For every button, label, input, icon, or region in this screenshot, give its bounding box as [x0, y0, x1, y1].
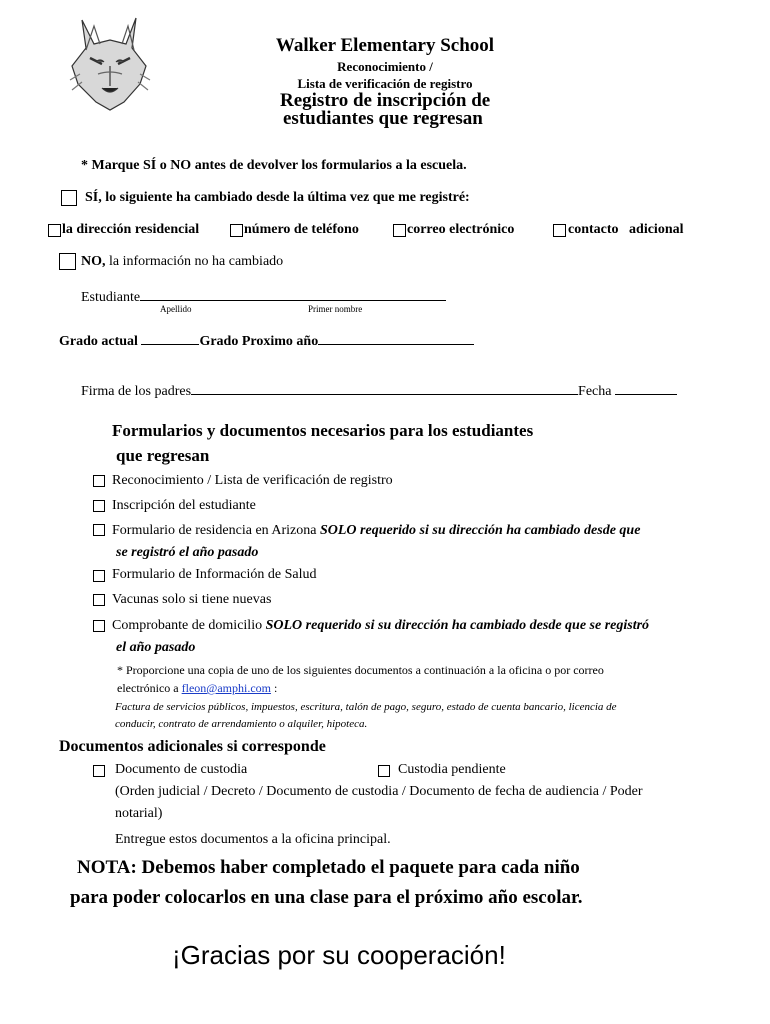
forms-title-2: que regresan [116, 446, 210, 465]
yes-label: SÍ, lo siguiente ha cambiado desde la última vez que me registré: [85, 190, 470, 205]
custody-label: Documento de custodia [115, 762, 248, 777]
additional-desc-1: (Orden judicial / Decreto / Documento de custodia / Documento de fecha de audiencia / Poder [115, 784, 643, 799]
change-email-label: correo electrónico [407, 222, 515, 237]
change-contact-checkbox[interactable] [553, 224, 566, 237]
student-field[interactable] [81, 286, 446, 306]
proof-note-2-pre: electrónico a [117, 681, 182, 695]
proof-list-1: Factura de servicios públicos, impuestos, escritura, talón de pago, seguro, estado de cuenta bancario, licencia de [115, 701, 617, 713]
form-checkbox-4[interactable] [93, 570, 105, 582]
form-title-1: Registro de inscripción de [280, 90, 491, 111]
student-label: Estudiante [81, 290, 141, 305]
form-item-6-text: Comprobante de domicilio [112, 618, 266, 633]
form-item-3 [112, 523, 640, 539]
pending-label: Custodia pendiente [398, 762, 506, 777]
proof-note-2 [117, 681, 277, 696]
additional-desc-2: notarial) [115, 806, 163, 821]
note-line-1: NOTA: Debemos haber completado el paquete para cada niño [77, 857, 580, 878]
school-name: Walker Elementary School [275, 35, 495, 56]
change-email-checkbox[interactable] [393, 224, 406, 237]
form-checkbox-5[interactable] [93, 594, 105, 606]
email-link[interactable]: fleon@amphi.com [181, 681, 272, 695]
change-address-label: la dirección residencial [62, 222, 200, 237]
form-checkbox-1[interactable] [93, 475, 105, 487]
thanks-text: ¡Gracias por su cooperación! [172, 940, 506, 970]
form-checkbox-3[interactable] [93, 524, 105, 536]
additional-title: Documentos adicionales si corresponde [59, 738, 326, 755]
date-label: Fecha [578, 384, 612, 399]
instruction-text: * Marque SÍ o NO antes de devolver los formularios a la escuela. [81, 158, 467, 173]
form-item-6-note-cont: el año pasado [116, 640, 196, 655]
grade-row[interactable] [59, 330, 474, 350]
no-checkbox[interactable] [59, 253, 76, 270]
pending-checkbox[interactable] [378, 765, 390, 777]
no-label [81, 254, 283, 270]
form-item-6 [112, 618, 649, 634]
proof-list-2: conducir, contrato de arrendamiento o alquiler, hipoteca. [115, 718, 368, 730]
form-item-3-note: SOLO requerido si su dirección ha cambiado desde que [319, 523, 641, 538]
deliver-text: Entregue estos documentos a la oficina principal. [115, 832, 391, 847]
form-item-4: Formulario de Información de Salud [112, 567, 317, 582]
form-item-1: Reconocimiento / Lista de verificación de registro [112, 473, 393, 488]
form-item-6-note: SOLO requerido si su dirección ha cambiado desde que se registró [265, 618, 650, 633]
form-item-5: Vacunas solo si tiene nuevas [112, 592, 272, 607]
next-grade-label: Grado Proximo año [199, 334, 319, 349]
change-phone-label: número de teléfono [244, 222, 359, 237]
proof-note-2-post: : [271, 681, 278, 695]
signature-row[interactable] [81, 380, 677, 400]
change-contact-label: contacto adicional [568, 222, 684, 237]
header-line1: Reconocimiento / [337, 59, 433, 74]
no-label-text: la información no ha cambiado [105, 254, 284, 269]
signature-label: Firma de los padres [81, 384, 192, 399]
no-label-bold: NO, [81, 254, 106, 269]
form-item-3-note-cont: se registró el año pasado [116, 545, 259, 560]
current-grade-label: Grado actual [59, 334, 138, 349]
forms-title-1: Formularios y documentos necesarios para los estudiantes [112, 421, 534, 440]
first-name-caption: Primer nombre [308, 304, 363, 314]
form-checkbox-2[interactable] [93, 500, 105, 512]
form-item-3-text: Formulario de residencia en Arizona [112, 523, 320, 538]
change-phone-checkbox[interactable] [230, 224, 243, 237]
note-line-2: para poder colocarlos en una clase para el próximo año escolar. [70, 887, 583, 908]
change-address-checkbox[interactable] [48, 224, 61, 237]
header-line2: Lista de verificación de registro [297, 76, 473, 91]
custody-checkbox[interactable] [93, 765, 105, 777]
last-name-caption: Apellido [160, 304, 192, 314]
form-title-2: estudiantes que regresan [283, 108, 483, 129]
form-item-2: Inscripción del estudiante [112, 498, 256, 513]
yes-checkbox[interactable] [61, 190, 77, 206]
form-checkbox-6[interactable] [93, 620, 105, 632]
proof-note-1: * Proporcione una copia de uno de los siguientes documentos a continuación a la oficina o por correo [117, 663, 604, 677]
